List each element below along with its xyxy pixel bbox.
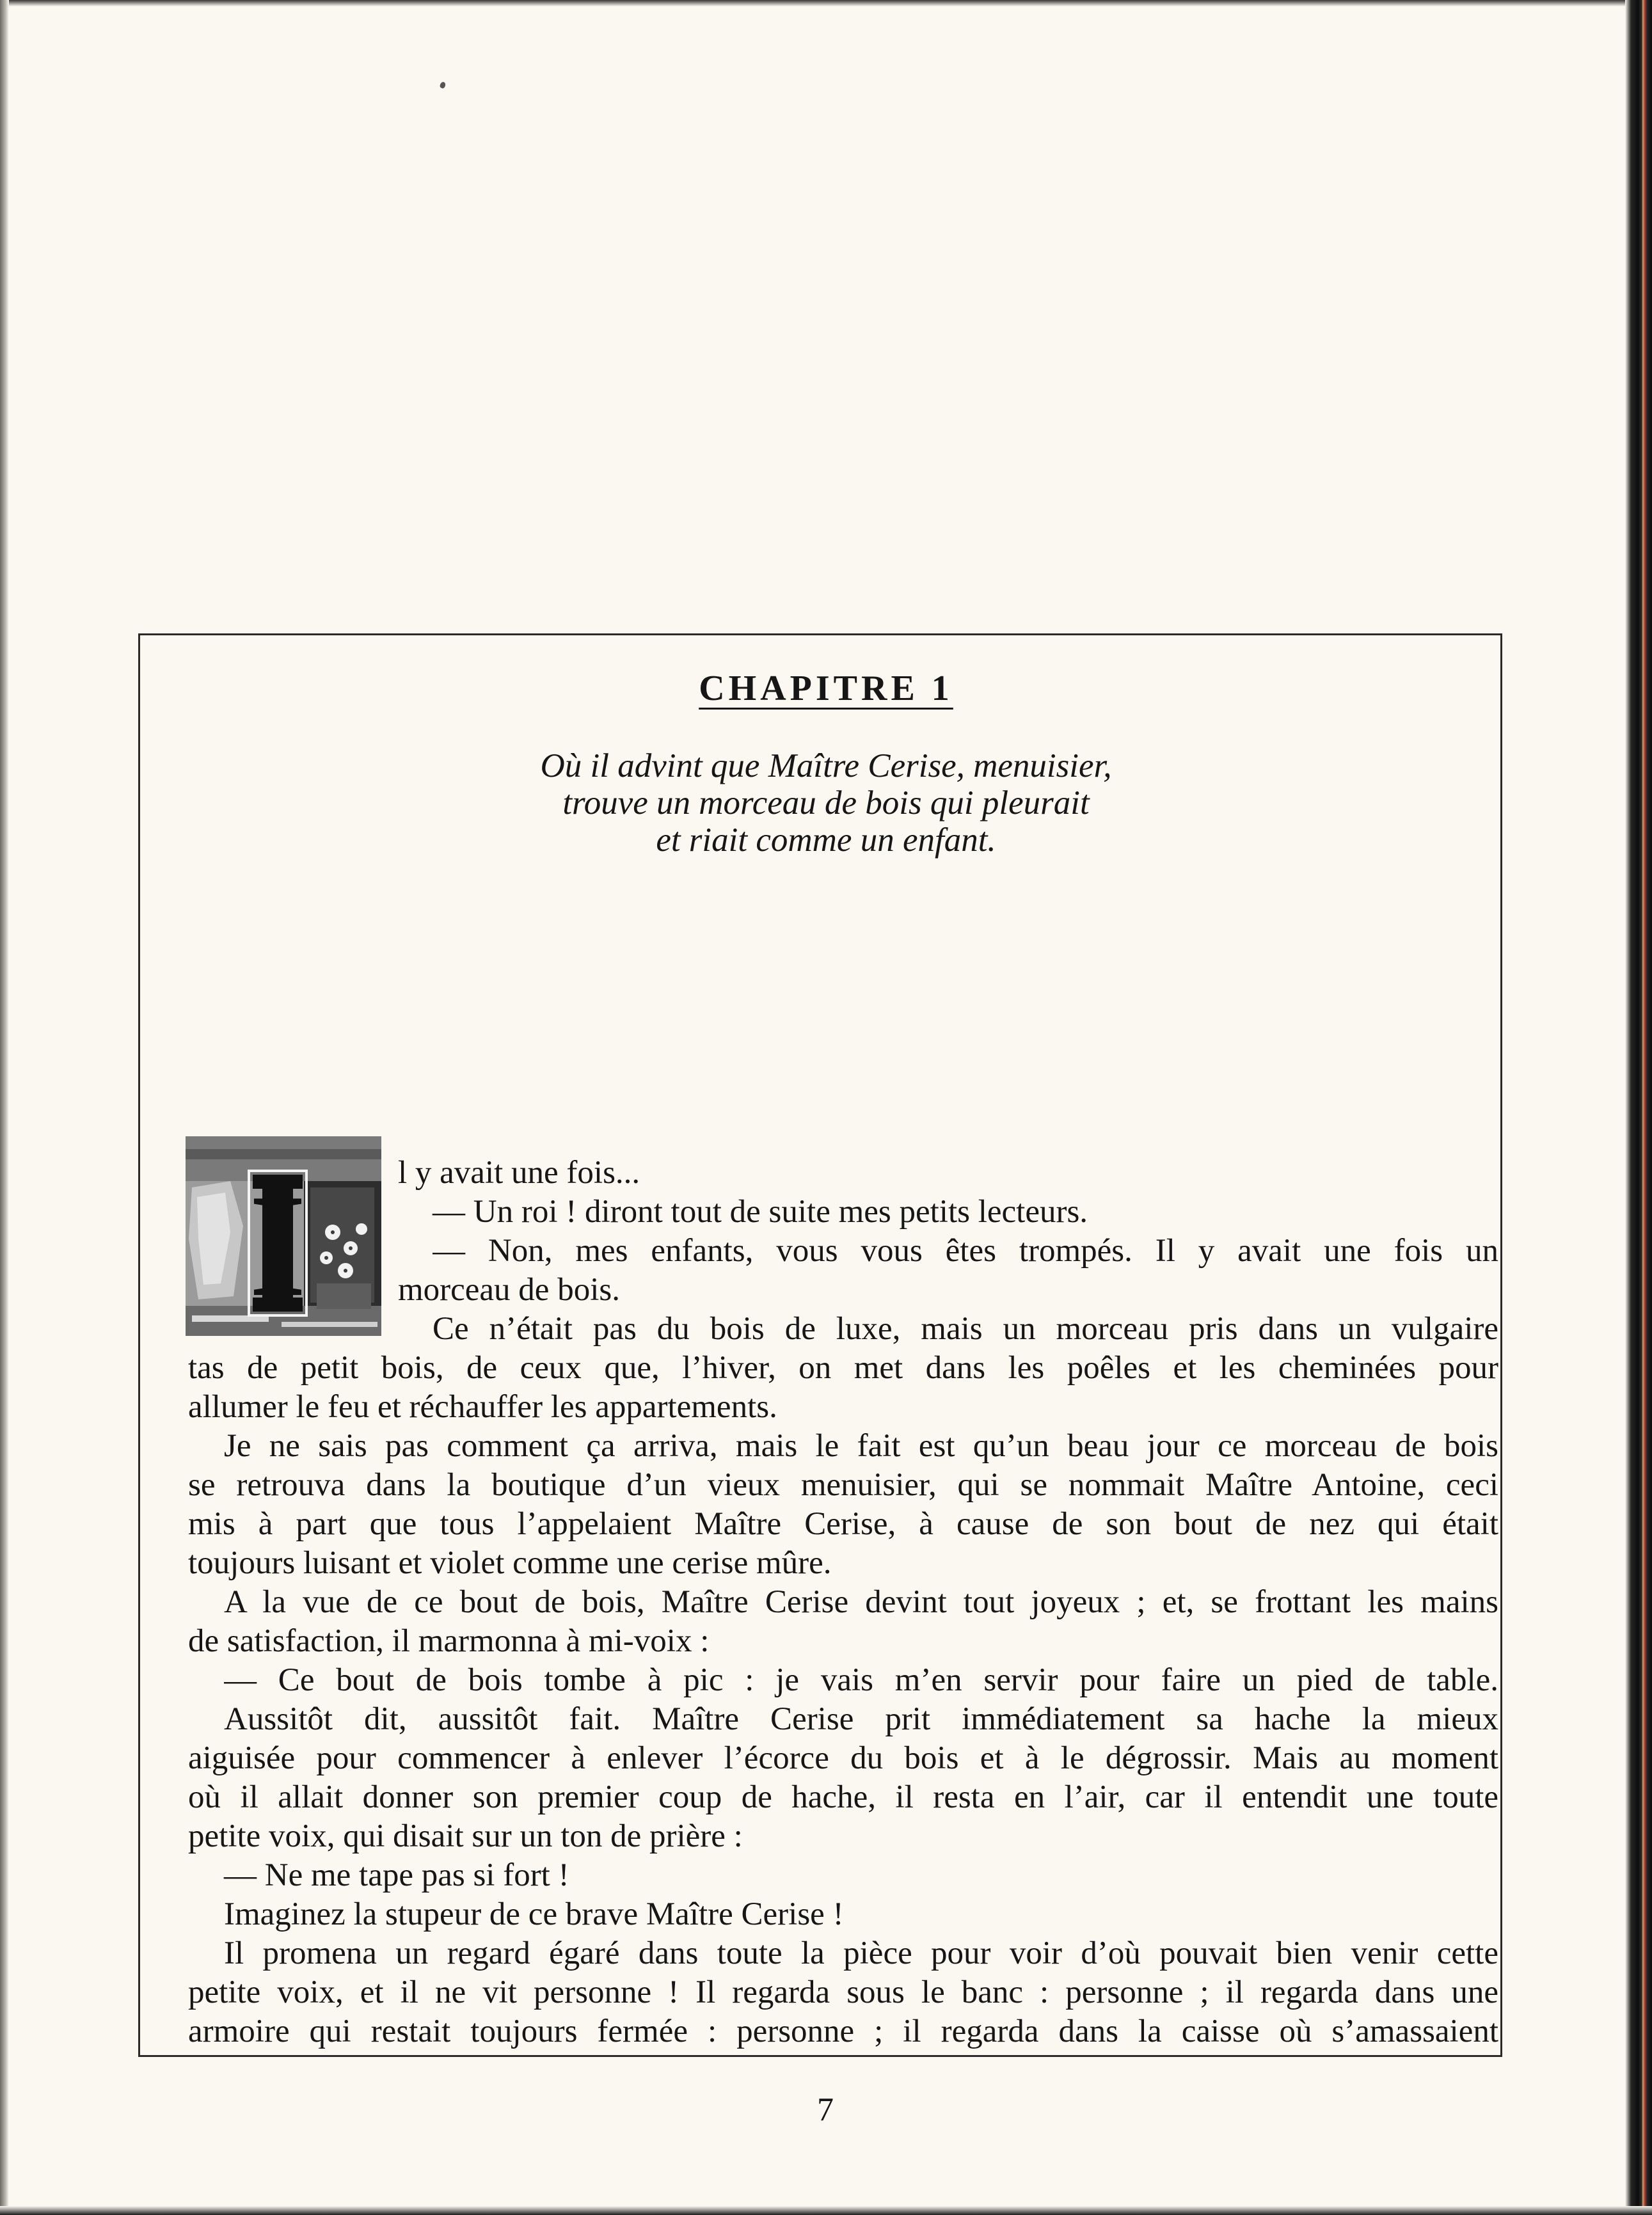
body-line: Il promena un regard égaré dans toute la pièce pour voir d’où pouvait bien venir cette bbox=[224, 1935, 1498, 1971]
body-line: A la vue de ce bout de bois, Maître Cerise devint tout joyeux ; et, se frottant les mains bbox=[224, 1584, 1498, 1620]
body-line: Imaginez la stupeur de ce brave Maître Cerise ! bbox=[224, 1896, 844, 1932]
body-line: — Ne me tape pas si fort ! bbox=[224, 1857, 569, 1893]
page-number: 7 bbox=[817, 2092, 834, 2128]
body-line: petite voix, qui disait sur un ton de prière : bbox=[188, 1818, 743, 1854]
chapter-title-text: CHAPITRE 1 bbox=[699, 669, 953, 708]
body-line: toujours luisant et violet comme une cerise mûre. bbox=[188, 1545, 832, 1581]
drop-cap-letter: I bbox=[249, 1164, 306, 1327]
body-line: allumer le feu et réchauffer les appartements. bbox=[188, 1389, 777, 1425]
body-line: Ce n’était pas du bois de luxe, mais un morceau pris dans un vulgaire bbox=[433, 1311, 1498, 1347]
body-line: morceau de bois. bbox=[398, 1272, 620, 1308]
body-line: — Un roi ! diront tout de suite mes petits lecteurs. bbox=[433, 1194, 1088, 1230]
body-line: tas de petit bois, de ceux que, l’hiver, on met dans les poêles et les cheminées pour bbox=[188, 1350, 1498, 1386]
body-line: — Non, mes enfants, vous vous êtes trompés. Il y avait une fois un bbox=[433, 1233, 1498, 1269]
body-line: l y avait une fois... bbox=[398, 1155, 640, 1191]
body-line: armoire qui restait toujours fermée : personne ; il regarda dans la caisse où s’amassaient bbox=[188, 2013, 1498, 2049]
body-line: se retrouva dans la boutique d’un vieux menuisier, qui se nommait Maître Antoine, ceci bbox=[188, 1467, 1498, 1503]
body-line: de satisfaction, il marmonna à mi-voix : bbox=[188, 1623, 710, 1659]
body-line: Aussitôt dit, aussitôt fait. Maître Cerise prit immédiatement sa hache la mieux bbox=[224, 1701, 1498, 1737]
body-line: petite voix, et il ne vit personne ! Il regarda sous le banc : personne ; il regarda dans une bbox=[188, 1974, 1498, 2010]
body-line: Je ne sais pas comment ça arriva, mais le fait est qu’un beau jour ce morceau de bois bbox=[224, 1428, 1498, 1464]
body-line: aiguisée pour commencer à enlever l’écorce du bois et à le dégrossir. Mais au moment bbox=[188, 1740, 1498, 1776]
body-line: où il allait donner son premier coup de hache, il resta en l’air, car il entendit une toute bbox=[188, 1779, 1498, 1815]
body-line: mis à part que tous l’appelaient Maître Cerise, à cause de son bout de nez qui était bbox=[188, 1506, 1498, 1542]
subtitle-line: Où il advint que Maître Cerise, menuisier, bbox=[540, 747, 1112, 784]
body-line: — Ce bout de bois tombe à pic : je vais m’en servir pour faire un pied de table. bbox=[224, 1662, 1498, 1698]
subtitle-line: et riait comme un enfant. bbox=[656, 822, 996, 859]
subtitle-line: trouve un morceau de bois qui pleurait bbox=[562, 784, 1090, 822]
